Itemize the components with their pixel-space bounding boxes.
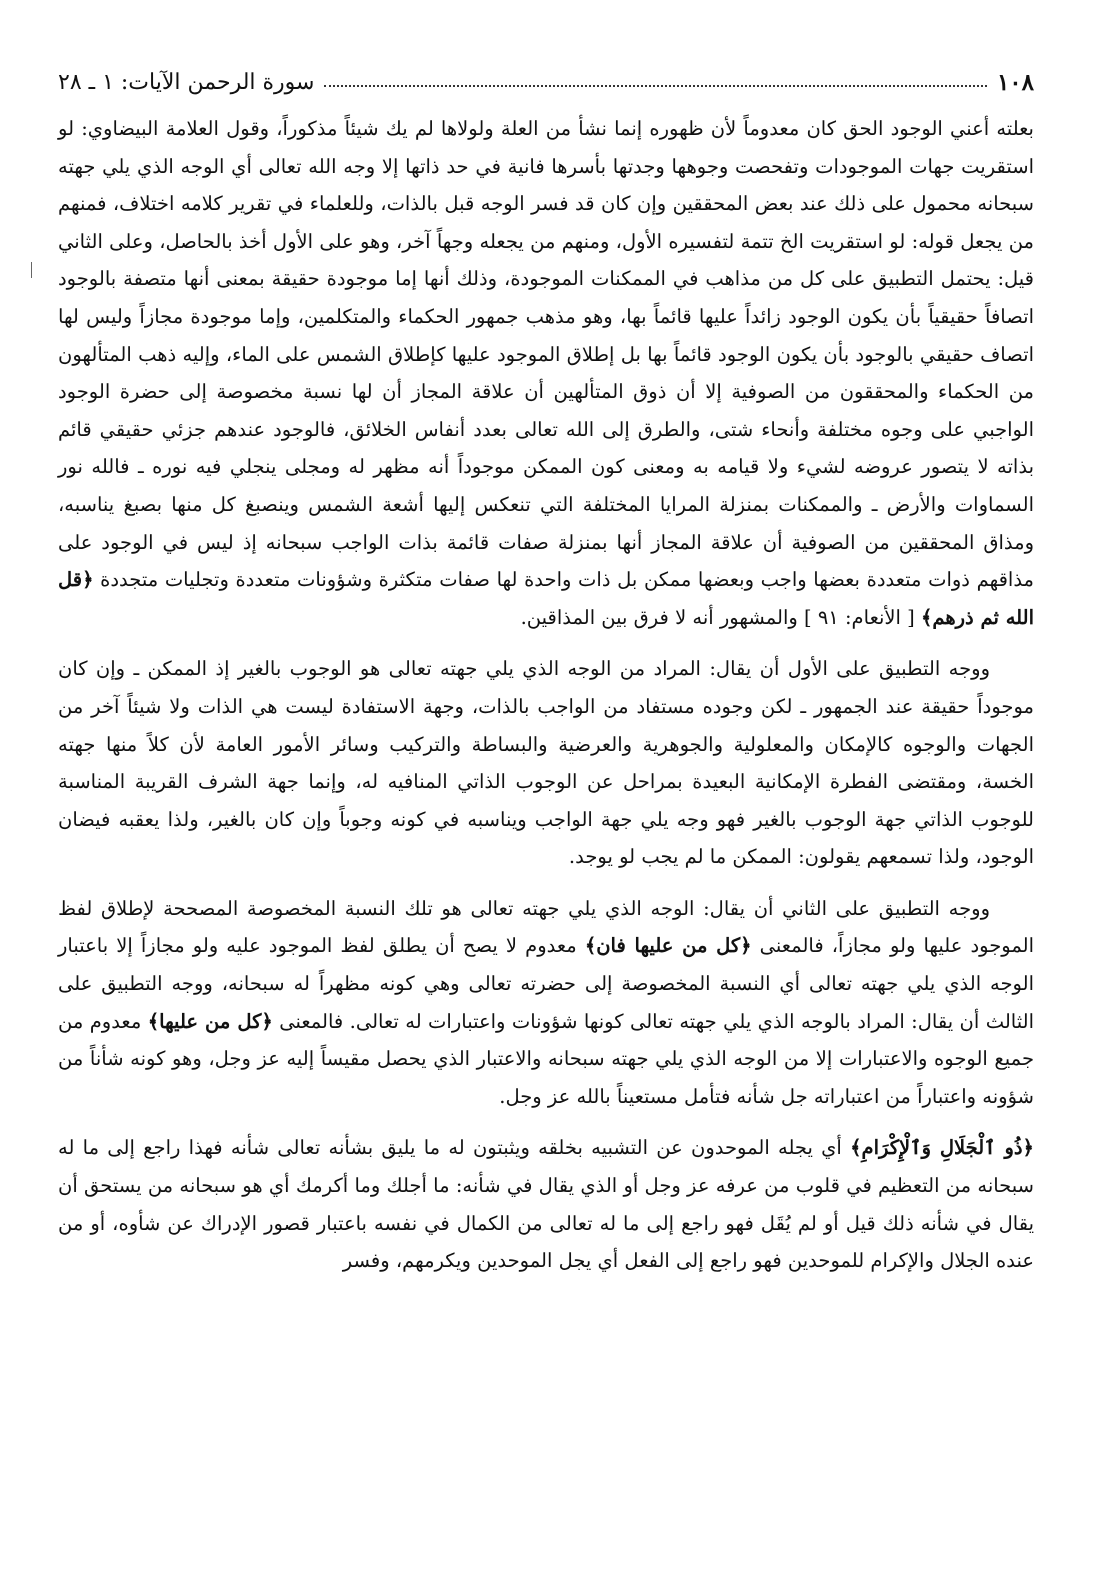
paragraph-3 (58, 890, 1034, 1116)
paragraph-text: معدوم لا يصح أن يطلق لفظ الموجود عليه ولو مجازاً إلا باعتبار الوجه الذي يلي جهته تعالى أي النسبة المخصوصة إلى حضرته تعالى وهي كونه مظهراً له سبحانه، ووجه التطبيق على الثالث أن يقال: المراد بالوجه الذي يلي جهته تعالى كونها شؤونات واعتبارات له تعالى. فالمعنى (58, 934, 1034, 1033)
paragraph-text: ووجه التطبيق على الأول أن يقال: المراد من الوجه الذي يلي جهته تعالى هو الوجوب بالغير إذ الممكن ـ وإن كان موجوداً حقيقة عند الجمهور ـ لكن وجوده مستفاد من الواجب بالذات، وجهة الاستفادة ليست هي الذات ولا شيئاً آخر من الجهات والوجوه كالإمكان والمعلولية والجوهرية والعرضية والبساطة والتركيب وسائر الأمور العامة لأن كلاً منها جهته الخسة، ومقتضى الفطرة الإمكانية البعيدة بمراحل عن الوجوب الذاتي المنافيه له، وإنما جهة الشرف القريبة المناسبة للوجوب الذاتي جهة الوجوب بالغير فهو وجه يلي جهة الواجب ويناسبه في كونه وجوباً وإن كان بالغير، ولذا يعقبه فيضان الوجود، ولذا تسمعهم يقولون: الممكن ما لم يجب لو يوجد. (58, 657, 1034, 869)
paragraph-1 (58, 110, 1034, 636)
paragraph-text: ووجه التطبيق على الثاني أن يقال: الوجه الذي يلي جهته تعالى هو تلك النسبة المخصوصة المصححة لإطلاق لفظ الموجود عليها ولو مجازاً، فالمعنى (58, 896, 1034, 958)
margin-mark (31, 262, 32, 278)
running-title: سورة الرحمن الآيات: ١ ـ ٢٨ (58, 69, 315, 95)
quran-quote: ﴿كل من عليها فان﴾ (584, 934, 752, 958)
quran-quote: ﴿ذُو ٱلْجَلَالِ وَٱلْإِكْرَامِ﴾ (850, 1136, 1034, 1160)
quran-quote: ﴿كل من عليها﴾ (147, 1009, 273, 1033)
header-leader-dots (324, 85, 986, 87)
paragraph-text: [ الأنعام: ٩١ ] والمشهور أنه لا فرق بين المذاقين. (520, 605, 921, 629)
paragraph-2 (58, 650, 1034, 876)
paragraph-4 (58, 1129, 1034, 1279)
page-header (58, 60, 1034, 104)
paragraph-text: معدوم من جميع الوجوه والاعتبارات إلا من الوجه الذي يلي جهته سبحانه والاعتبار الذي يحصل مقيساً إليه عز وجل، وهو كونه شأناً من شؤونه واعتباراً من اعتباراته جل شأنه فتأمل مستعيناً بالله عز وجل. (58, 1009, 1034, 1108)
document-page (58, 60, 1034, 1540)
paragraph-text: بعلته أعني الوجود الحق كان معدوماً لأن ظهوره إنما نشأ من العلة ولولاها لم يك شيئاً مذكوراً، وقول العلامة البيضاوي: لو استقريت جهات الموجودات وتفحصت وجوهها وجدتها بأسرها فانية في حد ذاتها إلا وجه الله تعالى أي الوجه الذي يلي جهته سبحانه محمول على ذلك عند بعض المحققين وإن كان قد فسر الوجه قبل بالذات، وللعلماء في تقرير كلامه اختلاف، فمنهم من يجعل قوله: لو استقريت الخ تتمة لتفسيره الأول، ومنهم من يجعله وجهاً آخر، وهو على الأول أخذ بالحاصل، وعلى الثاني قيل: يحتمل التطبيق على كل من مذاهب في الممكنات الموجودة، وذلك أنها إما موجودة حقيقة بمعنى أنها متصفة بالوجود اتصافاً حقيقياً بأن يكون الوجود زائداً عليها قائماً بها، وهو مذهب جمهور الحكماء والمتكلمين، وإما موجودة مجازاً وليس لها اتصاف حقيقي بالوجود بأن يكون الوجود قائماً بها بل إطلاق الموجود عليها كإطلاق الشمس على الماء، وإليه ذهب المتألهون من الحكماء والمحققون من الصوفية إلا أن ذوق المتألهين أن علاقة المجاز أن لها نسبة مخصوصة إلى حضرة الوجود الواجبي على وجوه مختلفة وأنحاء شتى، والطرق إلى الله تعالى بعدد أنفاس الخلائق، فالوجود عندهم جزئي حقيقي قائم بذاته لا يتصور عروضه لشيء ولا قيامه به ومعنى كون الممكن موجوداً أنه مظهر له ومجلى ينجلي فيه نوره ـ فالله نور السماوات والأرض ـ والممكنات بمنزلة المرايا المختلفة التي تنعكس إليها أشعة الشمس وينصبغ كل منها بصبغ يناسبه، ومذاق المحققين من الصوفية أن علاقة المجاز أنها بمنزلة صفات قائمة بذات الواجب سبحانه إذ ليس في الوجود على مذاقهم ذوات متعددة بعضها واجب وبعضها ممكن بل ذات واحدة لها صفات متكثرة وشؤونات متعددة وتجليات متجددة (58, 117, 1034, 592)
paragraph-text: أي يجله الموحدون عن التشبيه بخلقه ويثبتون له ما يليق بشأنه تعالى شأنه فهذا راجع إلى ما له سبحانه من التعظيم في قلوب من عرفه عز وجل أو الذي يقال في شأنه: ما أجلك وما أكرمك أي هو سبحانه من يستحق أن يقال في شأنه ذلك قيل أو لم يُقَل فهو راجع إلى ما له تعالى من الكمال في نفسه باعتبار قصور الإدراك عن شأوه، أو من عنده الجلال والإكرام للموحدين فهو راجع إلى الفعل أي يجل الموحدين ويكرمهم، وفسر (58, 1136, 1034, 1273)
quran-quote: ﴿قل الله ثم ذرهم﴾ (58, 568, 1034, 629)
page-number: ١٠٨ (996, 68, 1034, 96)
